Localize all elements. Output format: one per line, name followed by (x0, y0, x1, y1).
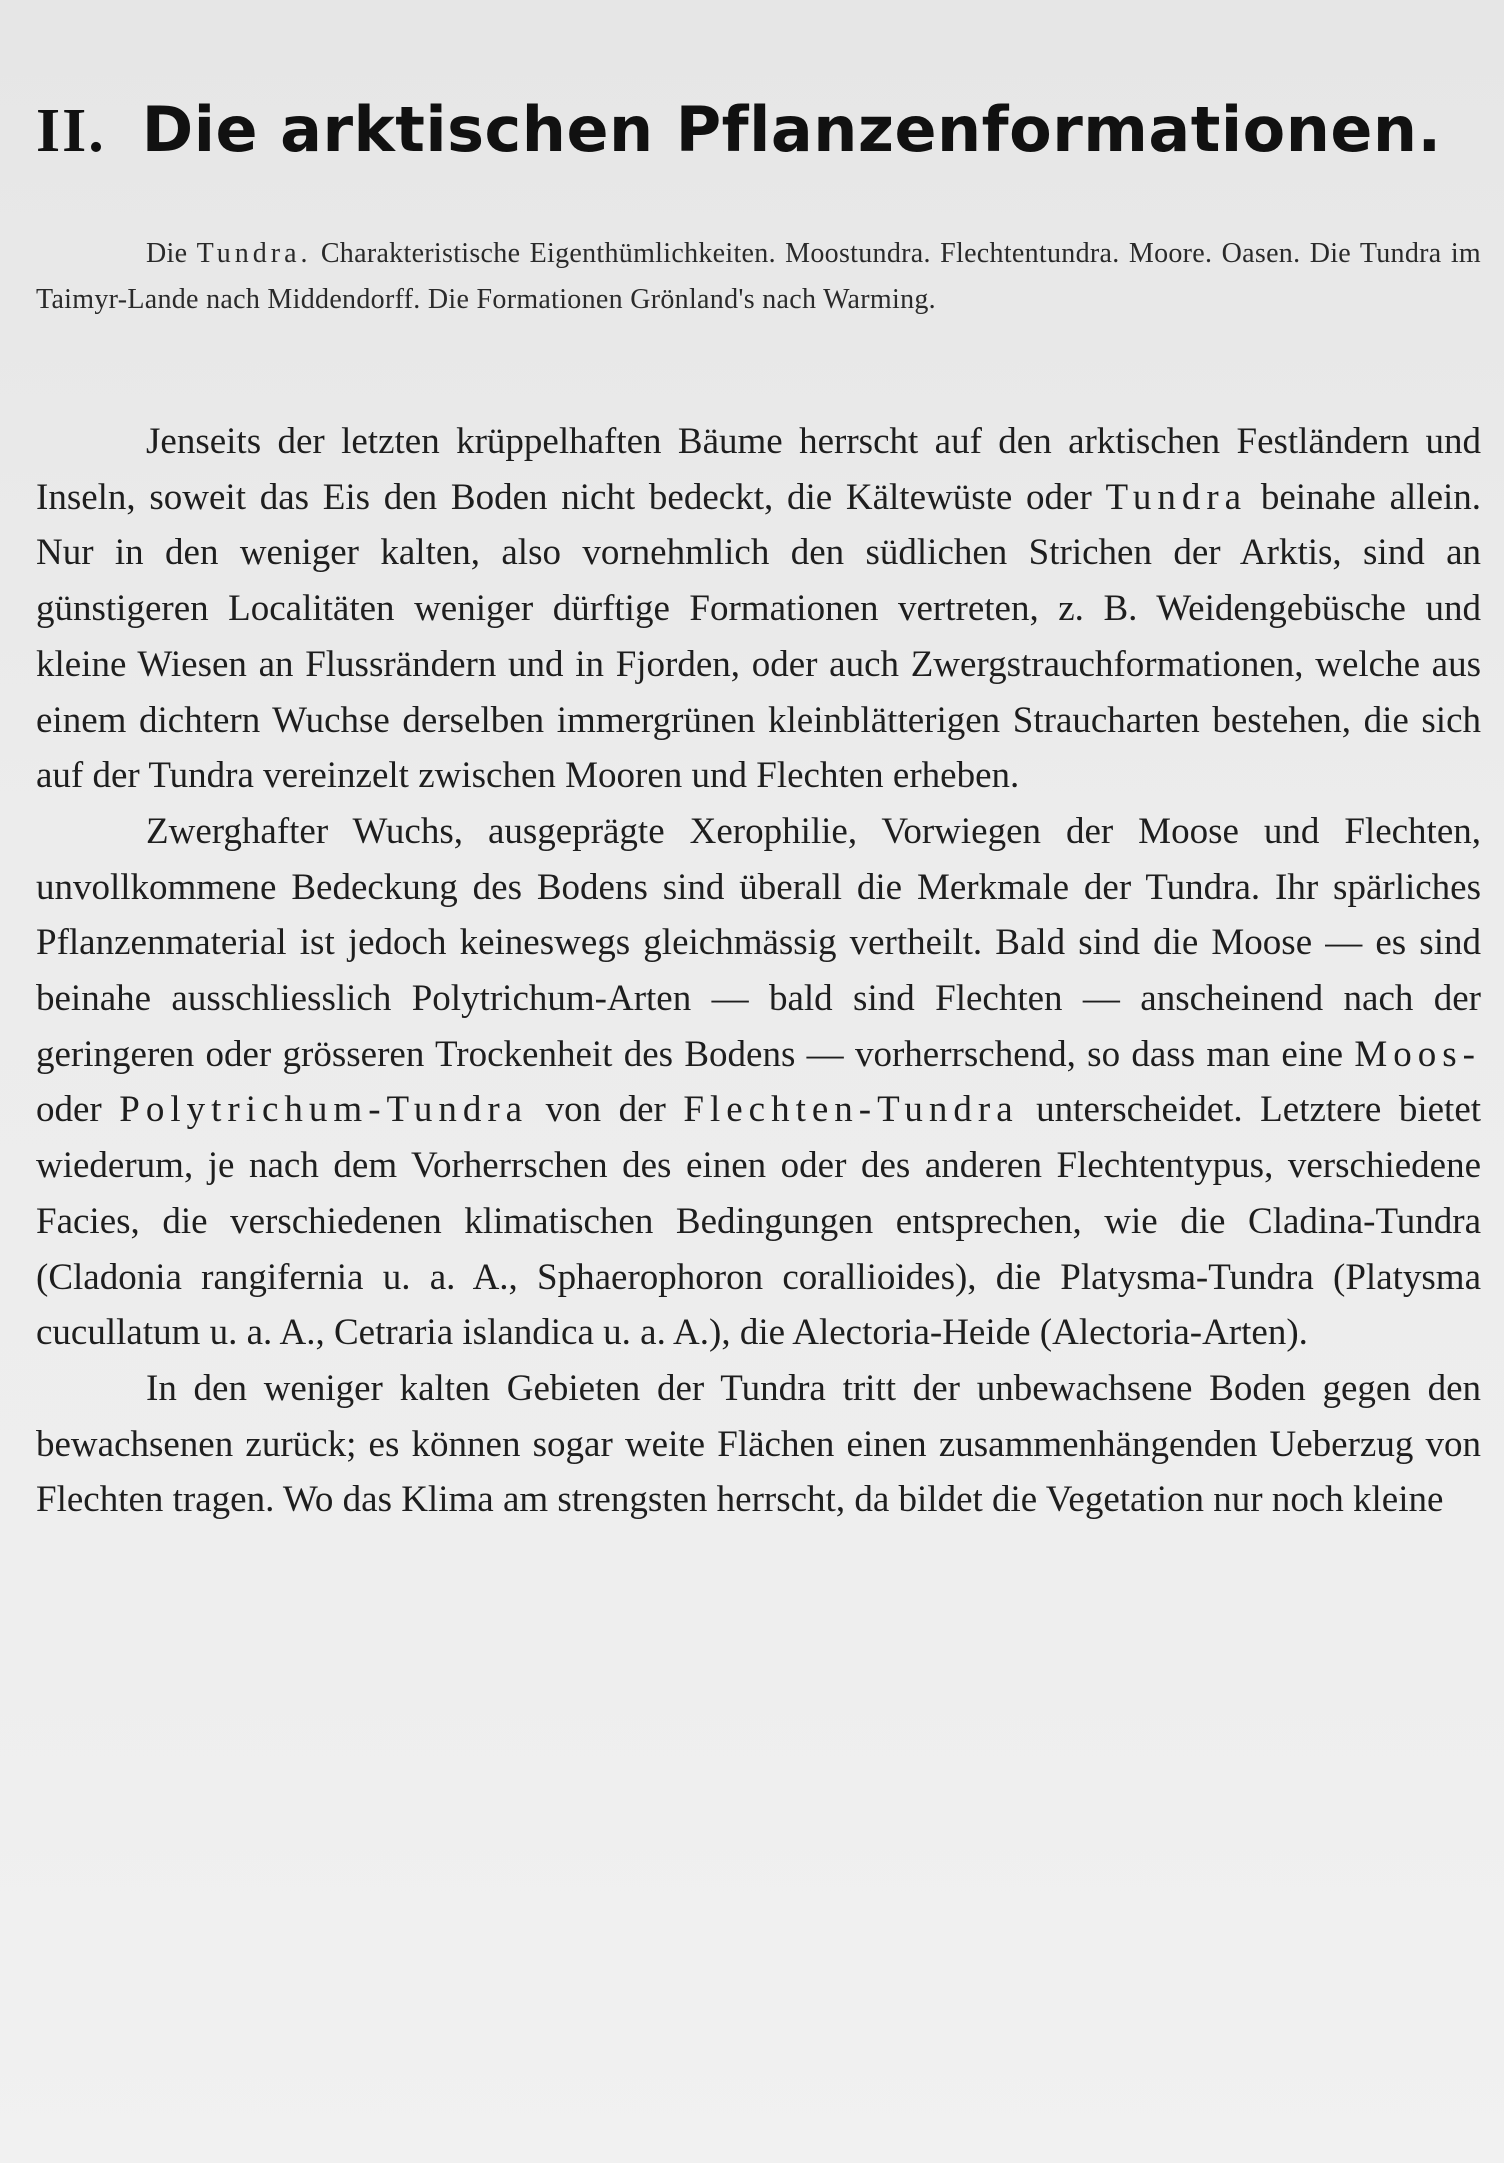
body-text (36, 414, 1481, 1528)
summary-spaced-word: Tundra. (196, 238, 312, 269)
p3-text-a: In den weniger kalten Gebieten der Tundra tritt der unbewachsene Boden gegen den bewachsenen zurück; es können sogar weite Flächen einen zusammenhängenden Ueberzug von Flechten tragen. Wo das Klima am strengsten herrscht, da bildet die Vegetation nur noch kleine (36, 1367, 1481, 1521)
p1-text-a: Jenseits der letzten krüppelhaften Bäume herrscht auf den arktischen Festländern und Inseln, soweit das Eis den Boden nicht bedeckt, die Kältewüste oder (36, 421, 1481, 518)
p1-text-c: beinahe allein. Nur in den weniger kalten, also vornehmlich den südlichen Strichen der Arktis, sind an günstigeren Localitäten weniger dürftige Formationen vertreten, z. B. Weidengebüsche und kleine Wiesen an Flussrändern und in Fjorden, oder auch Zwergstrauchformationen, welche aus einem dichtern Wuchse derselben immergrünen kleinblätterigen Straucharten bestehen, die sich auf der Tundra vereinzelt zwischen Mooren und Flechten erheben. (36, 476, 1482, 797)
paragraph-1 (36, 414, 1481, 804)
chapter-summary (36, 231, 1481, 323)
p1-spaced-term: Tundra (1105, 476, 1248, 518)
chapter-heading (36, 88, 1476, 173)
summary-lead: Die (146, 238, 188, 269)
chapter-title: Die arktischen Pflanzenformationen. (141, 93, 1442, 166)
summary-topics: Charakteristische Eigenthümlichkeiten. Moostundra. Flechtentundra. Moore. Oasen. Die Tundra im Taimyr-Lande nach Middendorff. Die Formationen Grönland's nach Warming. (36, 238, 1481, 315)
p2-text-c: oder (36, 1089, 102, 1131)
p2-text-e: von der (545, 1089, 666, 1131)
paragraph-2 (36, 804, 1481, 1361)
chapter-number: II. (36, 97, 106, 165)
p2-text-g: unterscheidet. Letztere bietet wiederum, je nach dem Vorherrschen des einen oder des anderen Flechtentypus, verschiedene Facies, die verschiedenen klimatischen Bedingungen entsprechen, wie die Cladina-Tundra (Cladonia rangifernia u. a. A., Sphaerophoron corallioides), die Platysma-Tundra (Platysma cucullatum u. a. A., Cetraria islandica u. a. A.), die Alectoria-Heide (Alectoria-Arten). (36, 1089, 1482, 1354)
paragraph-3 (36, 1361, 1481, 1528)
p2-spaced-polytrichum: Polytrichum-Tundra (119, 1089, 529, 1131)
p2-spaced-flechten: Flechten-Tundra (683, 1089, 1019, 1131)
p2-text-a: Zwerghafter Wuchs, ausgeprägte Xerophilie, Vorwiegen der Moose und Flechten, unvollkommene Bedeckung des Bodens sind überall die Merkmale der Tundra. Ihr spärliches Pflanzenmaterial ist jedoch keineswegs gleichmässig vertheilt. Bald sind die Moose — es sind beinahe ausschliesslich Polytrichum-Arten — bald sind Flechten — anscheinend nach der geringeren oder grösseren Trockenheit des Bodens — vorherrschend, so dass man eine (36, 810, 1481, 1075)
p2-spaced-moos: Moos- (1354, 1033, 1481, 1075)
